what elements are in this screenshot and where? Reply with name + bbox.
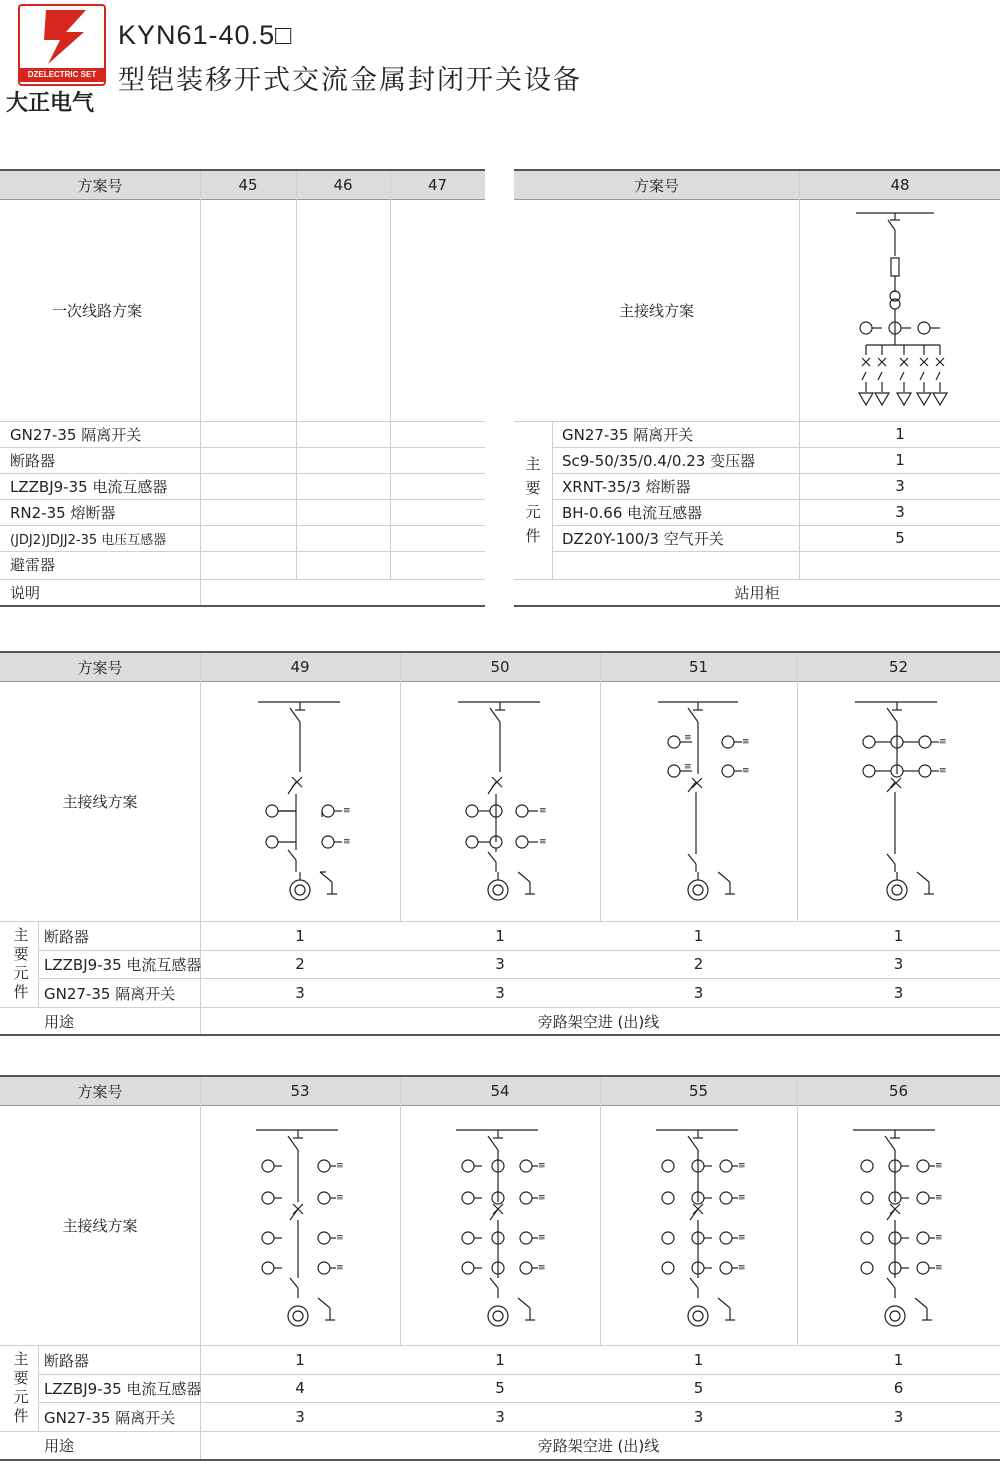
- svg-text:≡: ≡: [738, 1161, 746, 1171]
- t1-scheme-label: 一次线路方案: [52, 301, 143, 320]
- t4-val: 3: [693, 1408, 704, 1426]
- t3-use-label: 用途: [44, 1012, 75, 1031]
- t3-val: 3: [893, 955, 904, 973]
- svg-text:≡: ≡: [539, 806, 547, 816]
- t3-val: 2: [295, 955, 305, 973]
- t2-side-label: 主 要 元 件: [525, 455, 541, 545]
- t1-col-46: 46: [333, 176, 353, 194]
- t1-row-label: 断路器: [10, 451, 56, 470]
- svg-text:≡: ≡: [684, 733, 692, 743]
- t3-side-label: 主 要 元 件: [13, 926, 29, 1001]
- t4-row-name: LZZBJ9-35 电流互感器: [44, 1379, 202, 1398]
- t2-header-label: 方案号: [633, 176, 679, 195]
- t2-row-qty: 3: [895, 477, 905, 495]
- t2-footer: 站用柜: [734, 583, 780, 602]
- t3-val: 3: [495, 955, 505, 973]
- svg-text:≡: ≡: [939, 737, 947, 747]
- t4-scheme-label: 主接线方案: [62, 1216, 138, 1235]
- svg-text:≡: ≡: [538, 1161, 546, 1171]
- svg-text:≡: ≡: [336, 1263, 344, 1273]
- t4-col-54: 54: [490, 1082, 510, 1100]
- svg-text:≡: ≡: [935, 1193, 943, 1203]
- svg-text:≡: ≡: [684, 762, 692, 772]
- t4-val: 1: [893, 1351, 904, 1369]
- logo-text: DZELECTRIC SET: [20, 68, 104, 82]
- t4-row-name: 断路器: [44, 1351, 90, 1370]
- t3-val: 2: [693, 955, 704, 973]
- page-title: 型铠装移开式交流金属封闭开关设备: [118, 65, 582, 96]
- scheme-55-diagram: [600, 1106, 797, 1344]
- t4-val: 1: [295, 1351, 305, 1369]
- t3-col-51: 51: [688, 658, 709, 676]
- t4-val: 6: [893, 1379, 904, 1397]
- t3-val: 3: [893, 984, 904, 1002]
- lightning-bolt-logo-icon: [20, 6, 104, 66]
- svg-text:≡: ≡: [538, 1233, 546, 1243]
- t3-val: 1: [495, 927, 505, 945]
- t2-row-qty: 5: [895, 529, 905, 547]
- t1-col-47: 47: [427, 176, 448, 194]
- t3-col-49: 49: [290, 658, 310, 676]
- t3-row-name: 断路器: [44, 927, 90, 946]
- t3-val: 3: [495, 984, 505, 1002]
- svg-text:≡: ≡: [538, 1263, 546, 1273]
- t1-row-label: 避雷器: [10, 555, 56, 574]
- svg-text:≡: ≡: [343, 806, 351, 816]
- svg-text:≡: ≡: [336, 1233, 344, 1243]
- svg-text:≡: ≡: [539, 837, 547, 847]
- t2-row-name: BH-0.66 电流互感器: [562, 503, 703, 522]
- t2-row-name: XRNT-35/3 熔断器: [562, 477, 691, 496]
- svg-text:≡: ≡: [343, 837, 351, 847]
- t3-header-label: 方案号: [77, 658, 123, 677]
- t4-val: 5: [693, 1379, 704, 1397]
- t1-note-label: 说明: [10, 583, 41, 602]
- t3-val: 1: [893, 927, 904, 945]
- brand-name: 大正电气: [6, 90, 95, 116]
- scheme-50-diagram: [400, 682, 600, 920]
- t4-use-value: 旁路架空进 (出)线: [537, 1436, 660, 1455]
- t4-col-53: 53: [290, 1082, 310, 1100]
- scheme-52-diagram: [797, 682, 1000, 920]
- scheme-53-diagram: [200, 1106, 400, 1344]
- svg-text:≡: ≡: [935, 1161, 943, 1171]
- t2-col-48: 48: [890, 176, 910, 194]
- t1-header-label: 方案号: [77, 176, 123, 195]
- t4-val: 1: [495, 1351, 505, 1369]
- t3-val: 3: [693, 984, 704, 1002]
- svg-text:≡: ≡: [935, 1263, 943, 1273]
- svg-text:≡: ≡: [738, 1263, 746, 1273]
- t2-row-name: GN27-35 隔离开关: [562, 425, 694, 444]
- t3-val: 1: [295, 927, 305, 945]
- brand-logo: [18, 4, 106, 86]
- t3-use-value: 旁路架空进 (出)线: [537, 1012, 660, 1031]
- svg-text:≡: ≡: [742, 737, 750, 747]
- t2-row-qty: 3: [895, 503, 905, 521]
- svg-text:≡: ≡: [935, 1233, 943, 1243]
- t4-val: 3: [495, 1408, 505, 1426]
- t2-row-qty: 1: [895, 425, 905, 443]
- svg-text:≡: ≡: [939, 766, 947, 776]
- t1-col-45: 45: [238, 176, 258, 194]
- t4-row-name: GN27-35 隔离开关: [44, 1408, 176, 1427]
- t4-header-label: 方案号: [77, 1082, 123, 1101]
- model-number: KYN61-40.5□: [118, 20, 293, 50]
- t2-row-qty: 1: [895, 451, 905, 469]
- t4-val: 5: [495, 1379, 505, 1397]
- t3-col-52: 52: [888, 658, 909, 676]
- svg-text:≡: ≡: [538, 1193, 546, 1203]
- svg-text:≡: ≡: [738, 1193, 746, 1203]
- t1-row-label: RN2-35 熔断器: [10, 503, 116, 522]
- svg-text:≡: ≡: [336, 1193, 344, 1203]
- t1-row-label: LZZBJ9-35 电流互感器: [10, 477, 168, 496]
- t3-val: 3: [295, 984, 305, 1002]
- t2-row-name: Sc9-50/35/0.4/0.23 变压器: [562, 451, 756, 470]
- t3-row-name: GN27-35 隔离开关: [44, 984, 176, 1003]
- t4-side-label: 主 要 元 件: [13, 1350, 29, 1425]
- svg-text:≡: ≡: [336, 1161, 344, 1171]
- t1-row-label: (JDJ2)JDJJ2-35 电压互感器: [10, 532, 167, 548]
- t3-col-50: 50: [490, 658, 510, 676]
- t4-col-55: 55: [688, 1082, 709, 1100]
- t4-val: 4: [295, 1379, 305, 1397]
- t1-row-label: GN27-35 隔离开关: [10, 425, 142, 444]
- t3-val: 1: [693, 927, 704, 945]
- scheme-49-diagram: [200, 682, 400, 920]
- t4-val: 3: [295, 1408, 305, 1426]
- t2-row-name: DZ20Y-100/3 空气开关: [562, 529, 724, 548]
- t4-val: 3: [893, 1408, 904, 1426]
- t2-scheme-label: 主接线方案: [618, 301, 694, 320]
- scheme-48-diagram: [800, 200, 1000, 420]
- scheme-51-diagram: [600, 682, 797, 920]
- scheme-54-diagram: [400, 1106, 600, 1344]
- t4-val: 1: [693, 1351, 704, 1369]
- t4-col-56: 56: [888, 1082, 909, 1100]
- svg-text:≡: ≡: [742, 766, 750, 776]
- t3-row-name: LZZBJ9-35 电流互感器: [44, 955, 202, 974]
- svg-text:≡: ≡: [738, 1233, 746, 1243]
- t4-use-label: 用途: [44, 1436, 75, 1455]
- t3-scheme-label: 主接线方案: [62, 792, 138, 811]
- scheme-56-diagram: [797, 1106, 1000, 1344]
